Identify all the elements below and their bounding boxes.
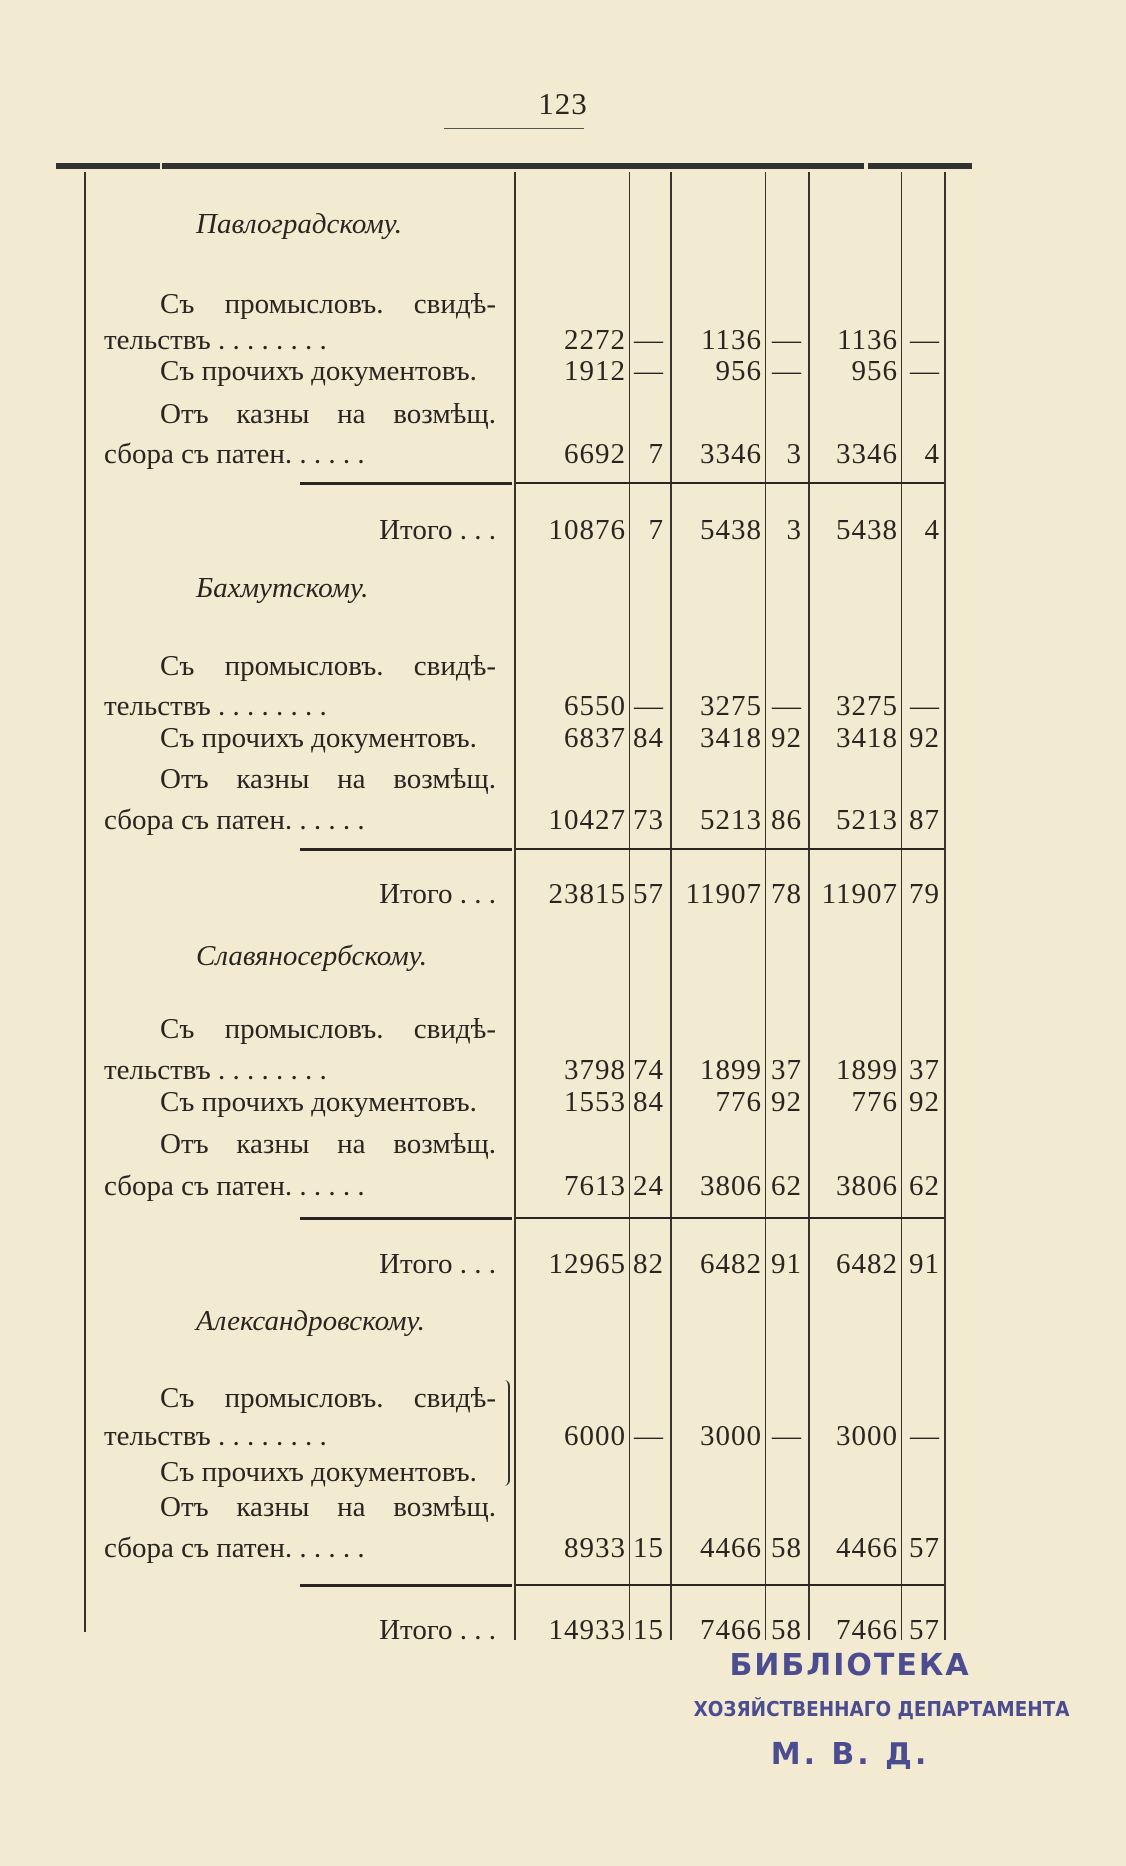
row-label-line: тельствъ . . . . . . . .: [104, 690, 327, 722]
ruble-value: 7613: [564, 1170, 626, 1202]
row-label-line: Съ прочихъ документовъ.: [160, 355, 477, 387]
ruble-value: 8933: [564, 1532, 626, 1564]
ruble-value: 11907: [685, 878, 762, 910]
ruble-value: 3806: [836, 1170, 898, 1202]
ruble-value: 7466: [836, 1614, 898, 1646]
kopeck-value: 92: [909, 722, 940, 754]
kopeck-value: 74: [633, 1054, 664, 1086]
ruble-value: 5213: [836, 804, 898, 836]
row-label-line: тельствъ . . . . . . . .: [104, 1420, 327, 1452]
ruble-value: 10876: [548, 514, 626, 546]
kopeck-value: 57: [909, 1614, 940, 1646]
page-number: 123: [538, 86, 588, 121]
kopeck-value: 91: [771, 1248, 802, 1280]
kopeck-value: 24: [633, 1170, 664, 1202]
ruble-value: 14933: [548, 1614, 626, 1646]
total-label: Итого . . .: [379, 1248, 496, 1280]
kopeck-value: 62: [771, 1170, 802, 1202]
kopeck-value: 92: [771, 1086, 802, 1118]
ruble-value: 3000: [700, 1420, 762, 1452]
kopeck-value: 3: [786, 438, 802, 470]
ruble-value: 6837: [564, 722, 626, 754]
kopeck-value: 15: [633, 1532, 664, 1564]
kopeck-value: —: [910, 324, 940, 356]
ruble-value: 1899: [836, 1054, 898, 1086]
kopeck-value: —: [772, 1420, 802, 1452]
kopeck-value: —: [910, 355, 940, 387]
kopeck-value: 57: [633, 878, 664, 910]
kopeck-value: 82: [633, 1248, 664, 1280]
row-label-line: сбора съ патен. . . . . .: [104, 1532, 365, 1564]
ruble-value: 10427: [548, 804, 626, 836]
total-rule: [300, 848, 512, 851]
ruble-value: 6550: [564, 690, 626, 722]
row-label-line: Отъ казны на возмѣщ.: [160, 763, 496, 795]
kopeck-value: 58: [771, 1532, 802, 1564]
ruble-value: 7466: [700, 1614, 762, 1646]
kopeck-value: —: [634, 355, 664, 387]
row-label-line: тельствъ . . . . . . . .: [104, 1054, 327, 1086]
top-rule-3: [868, 163, 972, 169]
ruble-value: 5213: [700, 804, 762, 836]
library-stamp: [680, 1648, 1070, 1772]
stamp-line-3: М. В. Д.: [770, 1737, 930, 1772]
section-heading: Славяносербскому.: [196, 940, 428, 972]
row-label-line: сбора съ патен. . . . . .: [104, 1170, 365, 1202]
section-heading: Павлоградскому.: [196, 208, 403, 240]
kopeck-value: —: [772, 324, 802, 356]
total-rule: [300, 1584, 512, 1587]
row-label-line: сбора съ патен. . . . . .: [104, 438, 365, 470]
ruble-value: 956: [715, 355, 762, 387]
stamp-line-1: БИБЛІОТЕКА: [729, 1648, 971, 1683]
kopeck-value: —: [634, 690, 664, 722]
kopeck-value: —: [634, 1420, 664, 1452]
row-label-line: Съ прочихъ документовъ.: [160, 1086, 477, 1118]
ruble-value: 3418: [836, 722, 898, 754]
kopeck-value: 62: [909, 1170, 940, 1202]
kopeck-value: 58: [771, 1614, 802, 1646]
grouping-brace: [500, 1380, 510, 1486]
total-rule: [300, 482, 512, 485]
ruble-value: 776: [715, 1086, 762, 1118]
total-rule-values: [516, 848, 944, 850]
ruble-value: 3418: [700, 722, 762, 754]
ruble-value: 776: [851, 1086, 898, 1118]
kopeck-value: 91: [909, 1248, 940, 1280]
row-label-line: Съ промысловъ. свидѣ-: [160, 288, 496, 320]
kopeck-value: 84: [633, 722, 664, 754]
kopeck-value: 15: [633, 1614, 664, 1646]
ruble-value: 2272: [564, 324, 626, 356]
kopeck-value: 7: [648, 514, 664, 546]
ruble-value: 3346: [700, 438, 762, 470]
total-label: Итого . . .: [379, 514, 496, 546]
ruble-value: 23815: [548, 878, 626, 910]
kopeck-value: —: [910, 690, 940, 722]
ruble-value: 1912: [564, 355, 626, 387]
kopeck-value: 4: [924, 514, 940, 546]
total-label: Итого . . .: [379, 878, 496, 910]
stamp-line-2: ХОЗЯЙСТВЕННАГО ДЕПАРТАМЕНТА: [693, 1697, 1070, 1721]
ruble-value: 3798: [564, 1054, 626, 1086]
top-rule-2: [162, 163, 864, 169]
ruble-value: 4466: [700, 1532, 762, 1564]
kopeck-value: 4: [924, 438, 940, 470]
ruble-value: 12965: [548, 1248, 626, 1280]
ruble-value: 6482: [836, 1248, 898, 1280]
kopeck-value: 37: [771, 1054, 802, 1086]
right-border: [944, 172, 946, 1640]
ruble-value: 5438: [836, 514, 898, 546]
kopeck-value: 79: [909, 878, 940, 910]
row-label-line: Съ промысловъ. свидѣ-: [160, 650, 496, 682]
section-heading: Бахмутскому.: [196, 572, 369, 604]
kopeck-value: 78: [771, 878, 802, 910]
total-rule-values: [516, 1584, 944, 1586]
page-number-underline: [444, 128, 584, 129]
ruble-value: 6692: [564, 438, 626, 470]
ruble-value: 1899: [700, 1054, 762, 1086]
total-rule: [300, 1217, 512, 1220]
row-label-line: сбора съ патен. . . . . .: [104, 804, 365, 836]
row-label-line: тельствъ . . . . . . . .: [104, 324, 327, 356]
kopeck-value: 92: [771, 722, 802, 754]
left-border: [84, 172, 86, 1632]
ruble-value: 5438: [700, 514, 762, 546]
kopeck-value: 84: [633, 1086, 664, 1118]
kopeck-value: —: [772, 355, 802, 387]
row-label-line: Съ промысловъ. свидѣ-: [160, 1382, 496, 1414]
row-label-line: Съ прочихъ документовъ.: [160, 1456, 477, 1488]
kopeck-value: 87: [909, 804, 940, 836]
kopeck-value: 3: [786, 514, 802, 546]
kopeck-value: 37: [909, 1054, 940, 1086]
ruble-value: 1553: [564, 1086, 626, 1118]
row-label-line: Отъ казны на возмѣщ.: [160, 398, 496, 430]
ruble-value: 3275: [700, 690, 762, 722]
kopeck-value: 7: [648, 438, 664, 470]
kopeck-value: 86: [771, 804, 802, 836]
kopeck-value: 73: [633, 804, 664, 836]
ruble-value: 956: [851, 355, 898, 387]
ruble-value: 4466: [836, 1532, 898, 1564]
ruble-value: 3346: [836, 438, 898, 470]
row-label-line: Отъ казны на возмѣщ.: [160, 1128, 496, 1160]
ruble-value: 1136: [837, 324, 898, 356]
row-label-line: Отъ казны на возмѣщ.: [160, 1491, 496, 1523]
kopeck-value: —: [634, 324, 664, 356]
total-rule-values: [516, 482, 944, 484]
ruble-value: 3806: [700, 1170, 762, 1202]
total-label: Итого . . .: [379, 1614, 496, 1646]
row-label-line: Съ промысловъ. свидѣ-: [160, 1013, 496, 1045]
kopeck-value: 92: [909, 1086, 940, 1118]
ruble-value: 3000: [836, 1420, 898, 1452]
kopeck-value: —: [772, 690, 802, 722]
ruble-value: 1136: [701, 324, 762, 356]
ruble-value: 3275: [836, 690, 898, 722]
row-label-line: Съ прочихъ документовъ.: [160, 722, 477, 754]
kopeck-value: —: [910, 1420, 940, 1452]
top-rule-1: [56, 163, 160, 169]
kopeck-value: 57: [909, 1532, 940, 1564]
ruble-value: 6482: [700, 1248, 762, 1280]
ruble-value: 6000: [564, 1420, 626, 1452]
total-rule-values: [516, 1217, 944, 1219]
ruble-value: 11907: [821, 878, 898, 910]
section-heading: Александровскому.: [196, 1305, 425, 1337]
